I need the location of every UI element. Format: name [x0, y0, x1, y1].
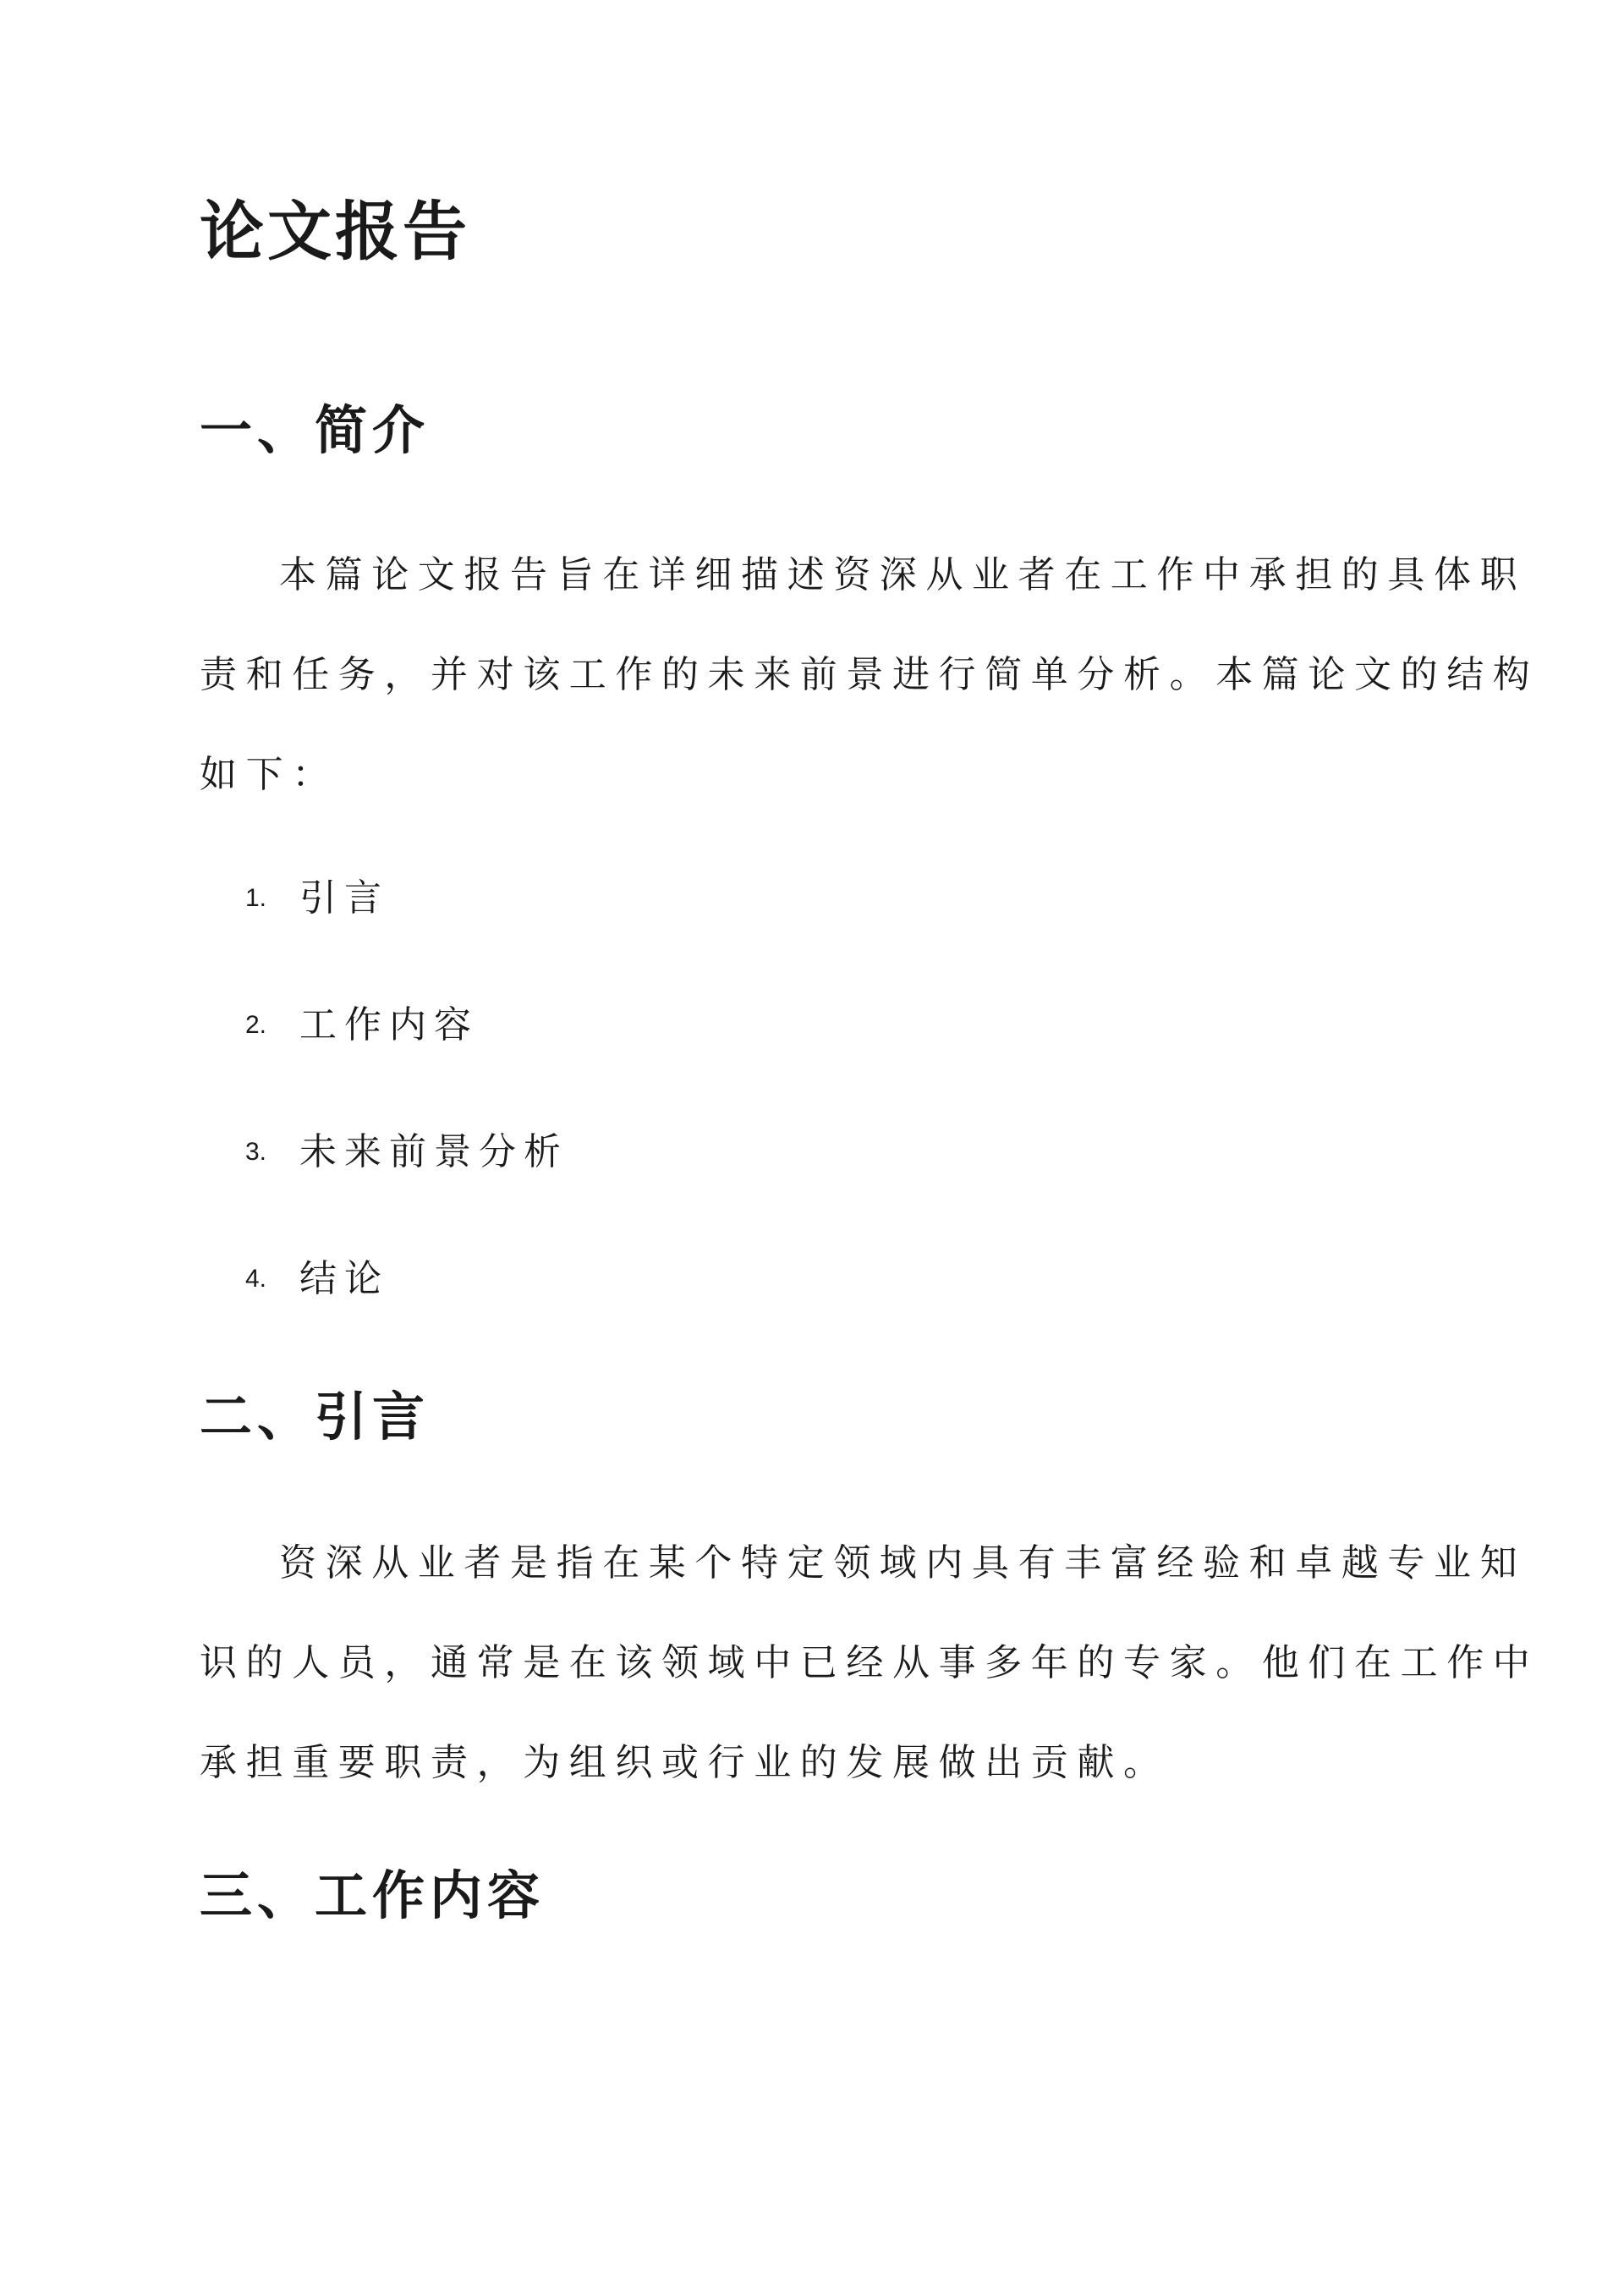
list-number: 2. — [245, 1011, 267, 1039]
list-text: 未来前景分析 — [299, 1130, 568, 1173]
list-item — [245, 1130, 568, 1173]
section-heading-work-content: 三、工作内容 — [200, 1865, 546, 1926]
list-text: 引言 — [299, 876, 389, 920]
list-item — [245, 1257, 389, 1300]
paragraph-line: 资深从业者是指在某个特定领域内具有丰富经验和卓越专业知 — [279, 1541, 1527, 1585]
list-text: 工作内容 — [299, 1003, 479, 1046]
section-heading-foreword: 二、引言 — [200, 1386, 431, 1447]
list-item — [245, 876, 389, 920]
paragraph-line: 本篇论文报告旨在详细描述资深从业者在工作中承担的具体职 — [279, 553, 1527, 596]
paragraph-line: 承担重要职责，为组织或行业的发展做出贡献。 — [200, 1741, 1170, 1784]
section-heading-intro: 一、简介 — [200, 399, 431, 461]
paragraph-line: 识的人员，通常是在该领域中已经从事多年的专家。他们在工作中 — [200, 1641, 1539, 1684]
document-title: 论文报告 — [200, 194, 470, 269]
list-item — [245, 1003, 479, 1046]
paragraph-line: 如下： — [200, 753, 338, 796]
list-number: 3. — [245, 1138, 267, 1166]
list-number: 1. — [245, 884, 267, 912]
paragraph-line: 责和任务，并对该工作的未来前景进行简单分析。本篇论文的结构 — [200, 653, 1539, 696]
list-text: 结论 — [299, 1257, 389, 1300]
list-number: 4. — [245, 1265, 267, 1293]
